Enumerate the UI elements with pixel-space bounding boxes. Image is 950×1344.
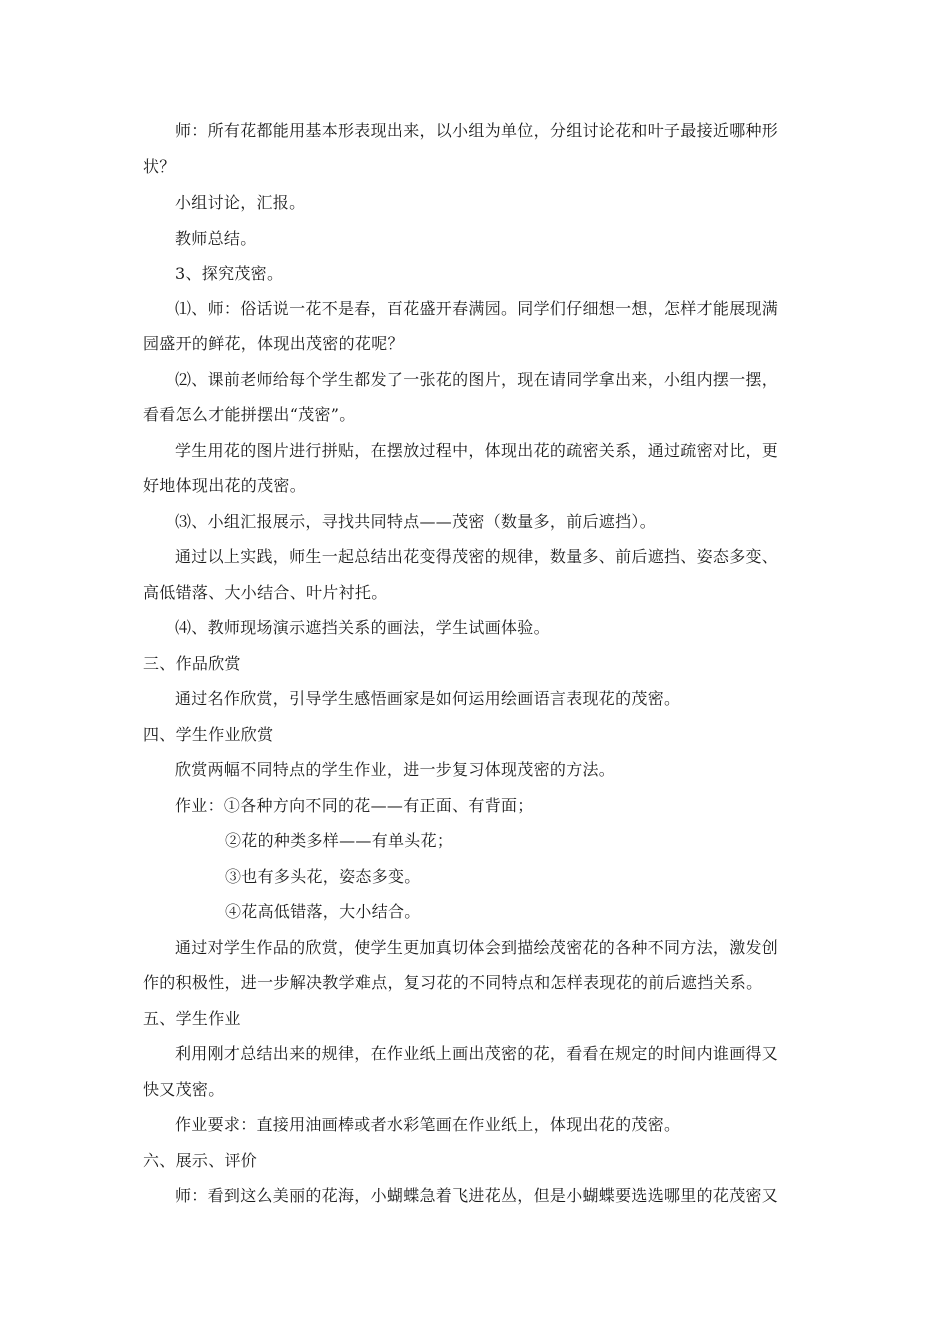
paragraph-line: ⑵、课前老师给每个学生都发了一张花的图片，现在请同学拿出来，小组内摆一摆， (175, 370, 779, 389)
list-item: 作业：①各种方向不同的花——有正面、有背面； (175, 796, 534, 815)
paragraph-line: ⑷、教师现场演示遮挡关系的画法，学生试画体验。 (175, 618, 550, 637)
paragraph-line: 教师总结。 (175, 229, 257, 248)
paragraph-line: 高低错落、大小结合、叶片衬托。 (143, 583, 388, 602)
paragraph-line: 通过以上实践，师生一起总结出花变得茂密的规律，数量多、前后遮挡、姿态多变、 (175, 547, 779, 566)
paragraph-line: 欣赏两幅不同特点的学生作业，进一步复习体现茂密的方法。 (175, 760, 616, 779)
section-heading: 四、学生作业欣赏 (143, 725, 274, 744)
paragraph-line: 看看怎么才能拼摆出“茂密”。 (143, 405, 356, 424)
paragraph-line: 好地体现出花的茂密。 (143, 476, 307, 495)
section-heading: 五、学生作业 (143, 1009, 241, 1028)
paragraph-line: 状？ (143, 157, 176, 176)
paragraph-line: 学生用花的图片进行拼贴，在摆放过程中，体现出花的疏密关系，通过疏密对比，更 (175, 441, 779, 460)
section-heading: 3、探究茂密。 (175, 264, 284, 283)
paragraph-line: 作的积极性，进一步解决教学难点，复习花的不同特点和怎样表现花的前后遮挡关系。 (143, 973, 763, 992)
paragraph-line: ⑴、师：俗话说一花不是春，百花盛开春满园。同学们仔细想一想，怎样才能展现满 (175, 299, 779, 318)
list-item: ②花的种类多样——有单头花； (225, 831, 454, 850)
paragraph-line: 通过名作欣赏，引导学生感悟画家是如何运用绘画语言表现花的茂密。 (175, 689, 681, 708)
paragraph-line: 师：所有花都能用基本形表现出来，以小组为单位，分组讨论花和叶子最接近哪种形 (175, 121, 779, 140)
paragraph-line: ⑶、小组汇报展示，寻找共同特点——茂密（数量多，前后遮挡）。 (175, 512, 657, 531)
paragraph-line: 园盛开的鲜花，体现出茂密的花呢？ (143, 334, 404, 353)
paragraph-line: 通过对学生作品的欣赏，使学生更加真切体会到描绘茂密花的各种不同方法，激发创 (175, 938, 779, 957)
paragraph-line: 利用刚才总结出来的规律，在作业纸上画出茂密的花，看看在规定的时间内谁画得又 (175, 1044, 779, 1063)
paragraph-line: 快又茂密。 (143, 1080, 225, 1099)
paragraph-line: 小组讨论，汇报。 (175, 193, 306, 212)
section-heading: 三、作品欣赏 (143, 654, 241, 673)
section-heading: 六、展示、评价 (143, 1151, 258, 1170)
paragraph-line: 作业要求：直接用油画棒或者水彩笔画在作业纸上，体现出花的茂密。 (175, 1115, 681, 1134)
paragraph-line: 师：看到这么美丽的花海，小蝴蝶急着飞进花丛，但是小蝴蝶要选选哪里的花茂密又 (175, 1186, 779, 1205)
list-item: ③也有多头花，姿态多变。 (225, 867, 421, 886)
list-item: ④花高低错落，大小结合。 (225, 902, 421, 921)
